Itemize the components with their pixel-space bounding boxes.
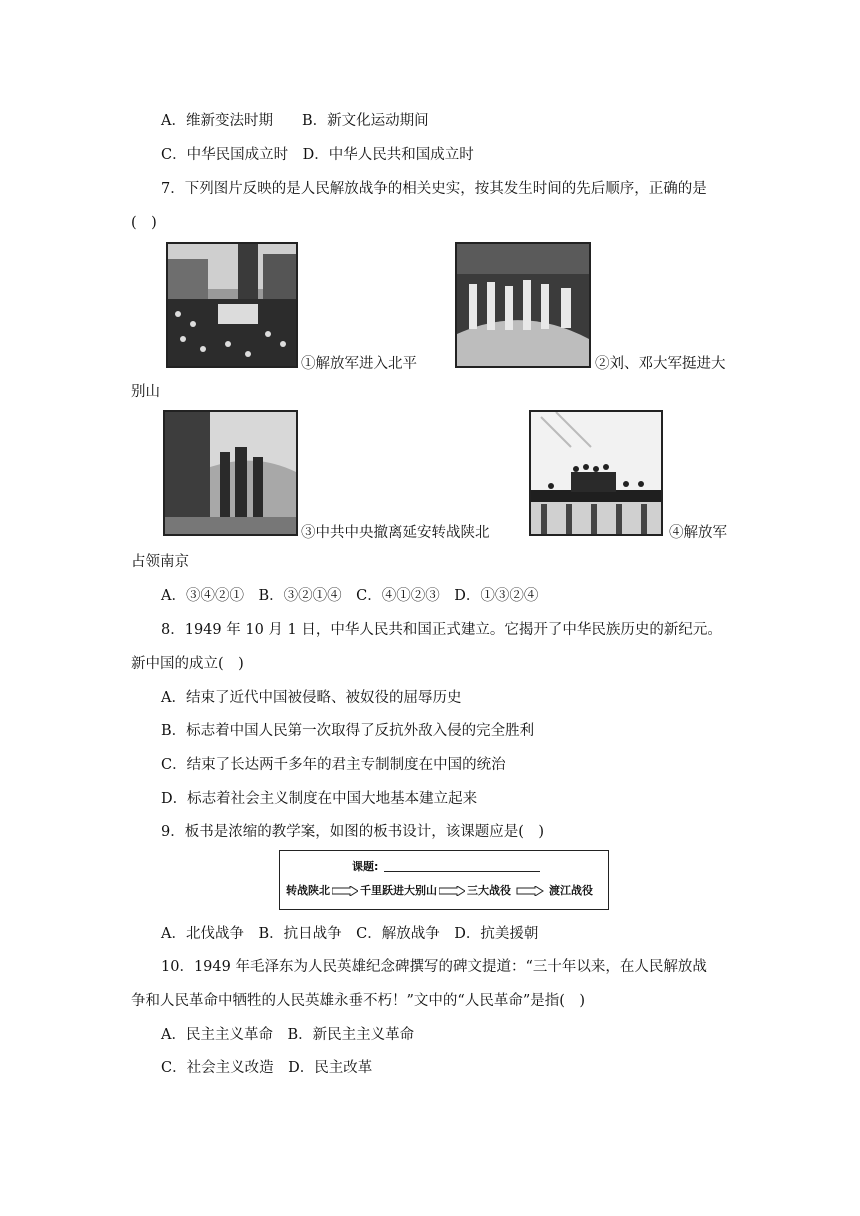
q8-option-c: C．结束了长达两千多年的君主专制制度在中国的统治 xyxy=(161,757,506,773)
q10-options-line2: C．社会主义改造 D．民主改革 xyxy=(161,1060,373,1076)
board-flow xyxy=(286,882,593,898)
q8-stem-line1: 8．1949 年 10 月 1 日，中华人民共和国正式建立。它揭开了中华民族历史的新纪元。 xyxy=(161,622,722,638)
blackboard-design xyxy=(279,850,609,910)
q8-option-d: D．标志着社会主义制度在中国大地基本建立起来 xyxy=(161,791,478,807)
q7-stem-line2: ( ) xyxy=(131,215,157,231)
board-step-3: 三大战役 xyxy=(467,884,511,897)
q8-option-a: A．结束了近代中国被侵略、被奴役的屈辱历史 xyxy=(161,690,462,706)
board-topic-label: 课题: xyxy=(352,860,379,873)
board-step-1: 转战陕北 xyxy=(286,884,330,897)
q10-options-line1: A．民主主义革命 B．新民主主义革命 xyxy=(161,1027,415,1043)
caption-2: ②刘、邓大军挺进大 xyxy=(595,356,726,372)
arrow-icon xyxy=(513,886,547,894)
arrow-icon xyxy=(332,886,358,894)
q6-options-line1: A．维新变法时期 B．新文化运动期间 xyxy=(161,113,429,129)
caption-2-wrap: 别山 xyxy=(131,384,160,400)
photo-pla-enters-beiping xyxy=(166,242,298,368)
arrow-icon xyxy=(439,886,465,894)
board-topic-blank xyxy=(384,871,540,872)
q10-stem-line2: 争和人民革命中牺牲的人民英雄永垂不朽！”文中的“人民革命”是指( ) xyxy=(131,993,586,1009)
photo-pla-occupies-nanjing xyxy=(529,410,663,536)
q8-option-b: B．标志着中国人民第一次取得了反抗外敌入侵的完全胜利 xyxy=(161,723,535,739)
photo-liu-deng-army-dabie xyxy=(455,242,591,368)
q8-stem-line2: 新中国的成立( ) xyxy=(131,656,244,672)
caption-1: ①解放军进入北平 xyxy=(301,356,417,372)
q7-options: A．③④②① B．③②①④ C．④①②③ D．①③②④ xyxy=(161,588,539,604)
board-step-2: 千里跃进大别山 xyxy=(360,884,437,897)
q9-options: A．北伐战争 B．抗日战争 C．解放战争 D．抗美援朝 xyxy=(161,926,539,942)
caption-4: ④解放军 xyxy=(669,525,727,541)
caption-3: ③中共中央撤离延安转战陕北 xyxy=(301,525,490,541)
q9-stem: 9．板书是浓缩的教学案，如图的板书设计，该课题应是( ) xyxy=(161,824,545,840)
q7-stem-line1: 7．下列图片反映的是人民解放战争的相关史实，按其发生时间的先后顺序，正确的是 xyxy=(161,181,707,197)
caption-4-wrap: 占领南京 xyxy=(131,554,189,570)
q10-stem-line1: 10．1949 年毛泽东为人民英雄纪念碑撰写的碑文提道：“三十年以来，在人民解放战 xyxy=(161,959,707,975)
photo-leaving-yanan xyxy=(163,410,298,536)
board-step-4: 渡江战役 xyxy=(549,884,593,897)
q6-options-line2: C．中华民国成立时 D．中华人民共和国成立时 xyxy=(161,147,474,163)
